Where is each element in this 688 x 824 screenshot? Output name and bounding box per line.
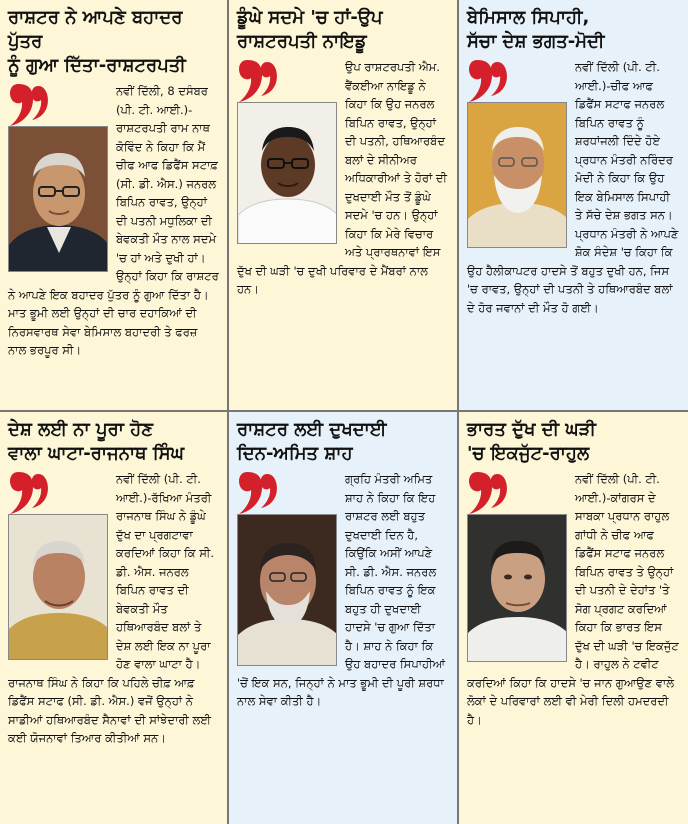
article-body: ਨਵੀਂ ਦਿੱਲੀ, 8 ਦਸੰਬਰ (ਪੀ. ਟੀ. ਆਈ.)-ਰਾਸ਼ਟਰਪਤੀ ਰਾਮ ਨਾਥ ਕੋਵਿੰਦ ਨੇ ਕਿਹਾ ਕਿ ਮੈਂ ਚੀਫ ਆਫ ਡਿਫੈਂਸ ਸਟਾਫ਼ (ਸੀ. ਡੀ. ਐਸ.) ਜਨਰਲ ਬਿਪਿਨ ਰਾਵਤ, ਉਨ੍ਹਾਂ ਦੀ ਪਤਨੀ ਮਧੁਲਿਕਾ ਦੀ ਬੇਵਕਤੀ ਮੌਤ ਨਾਲ ਸਦਮੇ 'ਚ ਹਾਂ ਅਤੇ ਦੁਖੀ ਹਾਂ। ਉਨ੍ਹਾਂ ਕਿਹਾ ਕਿ ਰਾਸ਼ਟਰ ਨੇ ਆਪਣੇ ਇਕ ਬਹਾਦਰ ਪੁੱਤਰ ਨੂੰ ਗੁਆ ਦਿੱਤਾ ਹੈ। ਮਾਤ ਭੂਮੀ ਲਈ ਉਨ੍ਹਾਂ ਦੀ ਚਾਰ ਦਹਾਕਿਆਂ ਦੀ ਨਿਰਸਵਾਰਥ ਸੇਵਾ ਬੇਮਿਸਾਲ ਬਹਾਦਰੀ ਤੇ ਫਰਜ਼ ਨਾਲ ਭਰਪੂਰ ਸੀ। [8, 84, 219, 357]
portrait-photo-congress-leader [467, 514, 567, 662]
column-divider [457, 0, 459, 824]
article-body: ਨਵੀਂ ਦਿੱਲੀ (ਪੀ. ਟੀ. ਆਈ.)-ਰੱਖਿਆ ਮੰਤਰੀ ਰਾਜਨਾਥ ਸਿੰਘ ਨੇ ਡੂੰਘੇ ਦੁੱਖ ਦਾ ਪ੍ਰਗਟਾਵਾ ਕਰਦਿਆਂ ਕਿਹਾ ਕਿ ਸੀ. ਡੀ. ਐਸ. ਜਨਰਲ ਬਿਪਿਨ ਰਾਵਤ ਦੀ ਬੇਵਕਤੀ ਮੌਤ ਹਥਿਆਰਬੰਦ ਬਲਾਂ ਤੇ ਦੇਸ਼ ਲਈ ਇਕ ਨਾ ਪੂਰਾ ਹੋਣ ਵਾਲਾ ਘਾਟਾ ਹੈ। ਰਾਜਨਾਥ ਸਿੰਘ ਨੇ ਕਿਹਾ ਕਿ ਪਹਿਲੇ ਚੀਫ਼ ਆਫ਼ ਡਿਫੈਂਸ ਸਟਾਫ (ਸੀ. ਡੀ. ਐਸ.) ਵਜੋਂ ਉਨ੍ਹਾਂ ਨੇ ਸਾਡੀਆਂ ਹਥਿਆਰਬੰਦ ਸੈਨਾਵਾਂ ਦੀ ਸਾਂਝੇਦਾਰੀ ਲਈ ਕਈ ਯੋਜਨਾਵਾਂ ਤਿਆਰ ਕੀਤੀਆਂ ਸਨ। [8, 472, 215, 745]
portrait-photo-vice-president [237, 102, 337, 244]
news-panel-home-minister [229, 412, 457, 824]
portrait-photo-president [8, 126, 108, 272]
headline: ਦੇਸ਼ ਲਈ ਨਾ ਪੂਰਾ ਹੋਣ ਵਾਲਾ ਘਾਟਾ-ਰਾਜਨਾਥ ਸਿੰਘ [8, 419, 185, 464]
column-divider [227, 0, 229, 824]
article-body: ਨਵੀਂ ਦਿੱਲੀ (ਪੀ. ਟੀ. ਆਈ.)-ਚੀਫ ਆਫ ਡਿਫੈਂਸ ਸਟਾਫ ਜਨਰਲ ਬਿਪਿਨ ਰਾਵਤ ਨੂੰ ਸ਼ਰਧਾਂਜਲੀ ਦਿੰਦੇ ਹੋਏ ਪ੍ਰਧਾਨ ਮੰਤਰੀ ਨਰਿੰਦਰ ਮੋਦੀ ਨੇ ਕਿਹਾ ਕਿ ਉਹ ਇਕ ਬੇਮਿਸਾਲ ਸਿਪਾਹੀ ਤੇ ਸੱਚੇ ਦੇਸ਼ ਭਗਤ ਸਨ। ਪ੍ਰਧਾਨ ਮੰਤਰੀ ਨੇ ਆਪਣੇ ਸ਼ੋਕ ਸੰਦੇਸ਼ 'ਚ ਕਿਹਾ ਕਿ ਉਹ ਹੈਲੀਕਾਪਟਰ ਹਾਦਸੇ ਤੋਂ ਬਹੁਤ ਦੁਖੀ ਹਨ, ਜਿਸ 'ਚ ਰਾਵਤ, ਉਨ੍ਹਾਂ ਦੀ ਪਤਨੀ ਤੇ ਹਥਿਆਰਬੰਦ ਬਲਾਂ ਦੇ ਹੋਰ ਜਵਾਨਾਂ ਦੀ ਮੌਤ ਹੋ ਗਈ। [467, 60, 679, 315]
headline: ਡੂੰਘੇ ਸਦਮੇ 'ਚ ਹਾਂ-ਉਪ ਰਾਸ਼ਟਰਪਤੀ ਨਾਇਡੂ [237, 7, 383, 52]
news-panel-president [0, 0, 227, 410]
news-panel-defence-minister [0, 412, 227, 824]
portrait-photo-prime-minister [467, 102, 567, 248]
headline: ਰਾਸ਼ਟਰ ਨੇ ਆਪਣੇ ਬਹਾਦਰ ਪੁੱਤਰ ਨੂੰ ਗੁਆ ਦਿੱਤਾ-ਰਾਸ਼ਟਰਪਤੀ [8, 7, 186, 76]
news-panel-vice-president [229, 0, 457, 410]
portrait-photo-defence-minister [8, 514, 108, 660]
quote-icon [467, 58, 509, 104]
quote-icon [8, 82, 50, 128]
quote-icon [8, 470, 50, 516]
article-body: ਗ੍ਰਹਿ ਮੰਤਰੀ ਅਮਿਤ ਸ਼ਾਹ ਨੇ ਕਿਹਾ ਕਿ ਇਹ ਰਾਸ਼ਟਰ ਲਈ ਬਹੁਤ ਦੁਖਦਾਈ ਦਿਨ ਹੈ, ਕਿਉਂਕਿ ਅਸੀਂ ਆਪਣੇ ਸੀ. ਡੀ. ਐਸ. ਜਨਰਲ ਬਿਪਿਨ ਰਾਵਤ ਨੂੰ ਇਕ ਬਹੁਤ ਹੀ ਦੁਖਦਾਈ ਹਾਦਸੇ 'ਚ ਗੁਆ ਦਿੱਤਾ ਹੈ। ਸ਼ਾਹ ਨੇ ਕਿਹਾ ਕਿ ਉਹ ਬਹਾਦਰ ਸਿਪਾਹੀਆਂ 'ਚੋਂ ਇਕ ਸਨ, ਜਿਨ੍ਹਾਂ ਨੇ ਮਾਤ ਭੂਮੀ ਦੀ ਪੂਰੀ ਸ਼ਰਧਾ ਨਾਲ ਸੇਵਾ ਕੀਤੀ ਹੈ। [237, 472, 446, 708]
headline: ਬੇਮਿਸਾਲ ਸਿਪਾਹੀ, ਸੱਚਾ ਦੇਸ਼ ਭਗਤ-ਮੋਦੀ [467, 7, 605, 52]
row-divider [0, 410, 688, 412]
article-body: ਨਵੀਂ ਦਿੱਲੀ (ਪੀ. ਟੀ. ਆਈ.)-ਕਾਂਗਰਸ ਦੇ ਸਾਬਕਾ ਪ੍ਰਧਾਨ ਰਾਹੁਲ ਗਾਂਧੀ ਨੇ ਚੀਫ ਆਫ ਡਿਫੈਂਸ ਸਟਾਫ ਜਨਰਲ ਬਿਪਿਨ ਰਾਵਤ ਤੇ ਉਨ੍ਹਾਂ ਦੀ ਪਤਨੀ ਦੇ ਦੇਹਾਂਤ 'ਤੇ ਸੋਗ ਪ੍ਰਗਟ ਕਰਦਿਆਂ ਕਿਹਾ ਕਿ ਭਾਰਤ ਇਸ ਦੁੱਖ ਦੀ ਘੜੀ 'ਚ ਇਕਜੁੱਟ ਹੈ। ਰਾਹੁਲ ਨੇ ਟਵੀਟ ਕਰਦਿਆਂ ਕਿਹਾ ਕਿ ਹਾਦਸੇ 'ਚ ਜਾਨ ਗੁਆਉਣ ਵਾਲੇ ਲੋਕਾਂ ਦੇ ਪਰਿਵਾਰਾਂ ਲਈ ਵੀ ਮੇਰੀ ਦਿਲੀ ਹਮਦਰਦੀ ਹੈ। [467, 472, 679, 727]
quote-icon [467, 470, 509, 516]
article-body: ਉਪ ਰਾਸ਼ਟਰਪਤੀ ਐਮ. ਵੈਂਕਈਆ ਨਾਇਡੂ ਨੇ ਕਿਹਾ ਕਿ ਉਹ ਜਨਰਲ ਬਿਪਿਨ ਰਾਵਤ, ਉਨ੍ਹਾਂ ਦੀ ਪਤਨੀ, ਹਥਿਆਰਬੰਦ ਬਲਾਂ ਦੇ ਸੀਨੀਅਰ ਅਧਿਕਾਰੀਆਂ ਤੇ ਹੋਰਾਂ ਦੀ ਦੁਖਦਾਈ ਮੌਤ ਤੋਂ ਡੂੰਘੇ ਸਦਮੇ 'ਚ ਹਨ। ਉਨ੍ਹਾਂ ਕਿਹਾ ਕਿ ਮੇਰੇ ਵਿਚਾਰ ਅਤੇ ਪ੍ਰਾਰਥਨਾਵਾਂ ਇਸ ਦੁੱਖ ਦੀ ਘੜੀ 'ਚ ਦੁਖੀ ਪਰਿਵਾਰ ਦੇ ਮੈਂਬਰਾਂ ਨਾਲ ਹਨ। [237, 60, 447, 296]
headline: ਰਾਸ਼ਟਰ ਲਈ ਦੁਖਦਾਈ ਦਿਨ-ਅਮਿਤ ਸ਼ਾਹ [237, 419, 387, 464]
portrait-photo-home-minister [237, 514, 337, 666]
news-panel-congress-leader [459, 412, 688, 824]
quote-icon [237, 58, 279, 104]
news-panel-prime-minister [459, 0, 688, 410]
quote-icon [237, 470, 279, 516]
headline: ਭਾਰਤ ਦੁੱਖ ਦੀ ਘੜੀ 'ਚ ਇਕਜੁੱਟ-ਰਾਹੁਲ [467, 419, 596, 464]
